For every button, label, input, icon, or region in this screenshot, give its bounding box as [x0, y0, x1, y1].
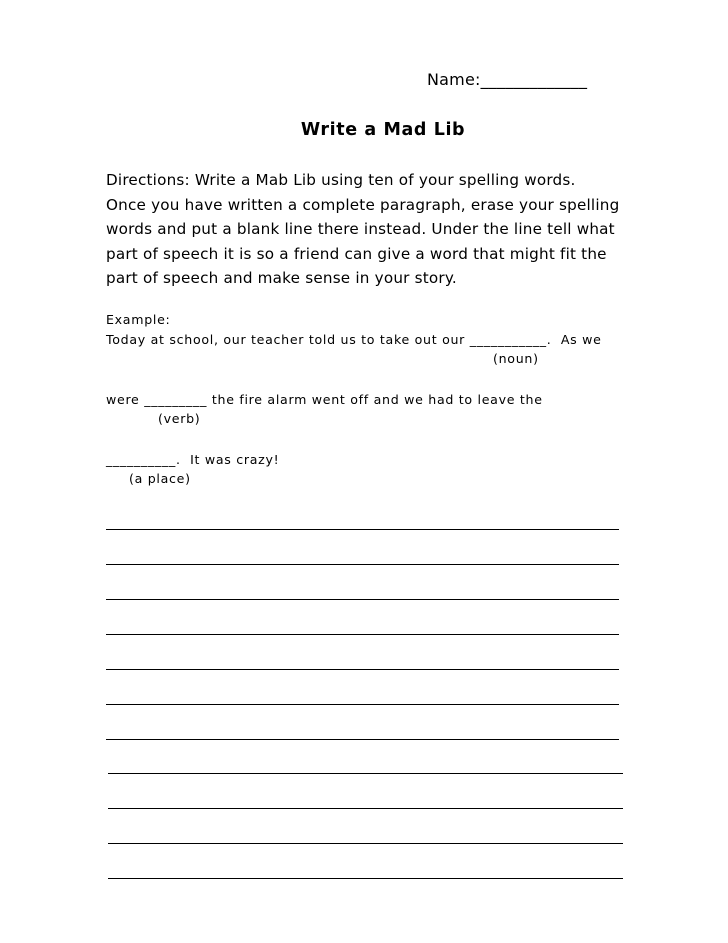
- part-of-speech-verb: (verb): [158, 411, 201, 426]
- writing-line[interactable]: [106, 564, 619, 565]
- directions-line: Directions: Write a Mab Lib using ten of your spelling words.: [106, 171, 576, 189]
- writing-line[interactable]: [106, 704, 619, 705]
- writing-line[interactable]: [108, 843, 623, 844]
- example-label: Example:: [106, 312, 171, 327]
- directions-line: part of speech and make sense in your story.: [106, 269, 457, 288]
- writing-line[interactable]: [108, 773, 623, 774]
- writing-line[interactable]: [106, 634, 619, 635]
- writing-line[interactable]: [106, 669, 619, 670]
- directions-line: words and put a blank line there instead. Under the line tell what: [106, 220, 615, 239]
- writing-line[interactable]: [106, 529, 619, 530]
- writing-line[interactable]: [106, 739, 619, 740]
- example-sentence-3: __________. It was crazy!: [106, 452, 280, 467]
- writing-line[interactable]: [106, 599, 619, 600]
- part-of-speech-noun: (noun): [493, 351, 539, 366]
- directions-line: Once you have written a complete paragraph, erase your spelling: [106, 195, 620, 214]
- example-sentence-1: Today at school, our teacher told us to take out our ___________. As we: [106, 332, 602, 347]
- page-title: Write a Mad Lib: [300, 120, 466, 140]
- part-of-speech-place: (a place): [129, 471, 191, 486]
- directions-line: part of speech it is so a friend can give a word that might fit the: [106, 244, 607, 263]
- name-field[interactable]: Name:_____________: [427, 70, 588, 89]
- writing-line[interactable]: [108, 808, 623, 809]
- writing-line[interactable]: [108, 878, 623, 879]
- directions-paragraph: [106, 168, 626, 291]
- example-sentence-2: were _________ the fire alarm went off and we had to leave the: [106, 392, 543, 407]
